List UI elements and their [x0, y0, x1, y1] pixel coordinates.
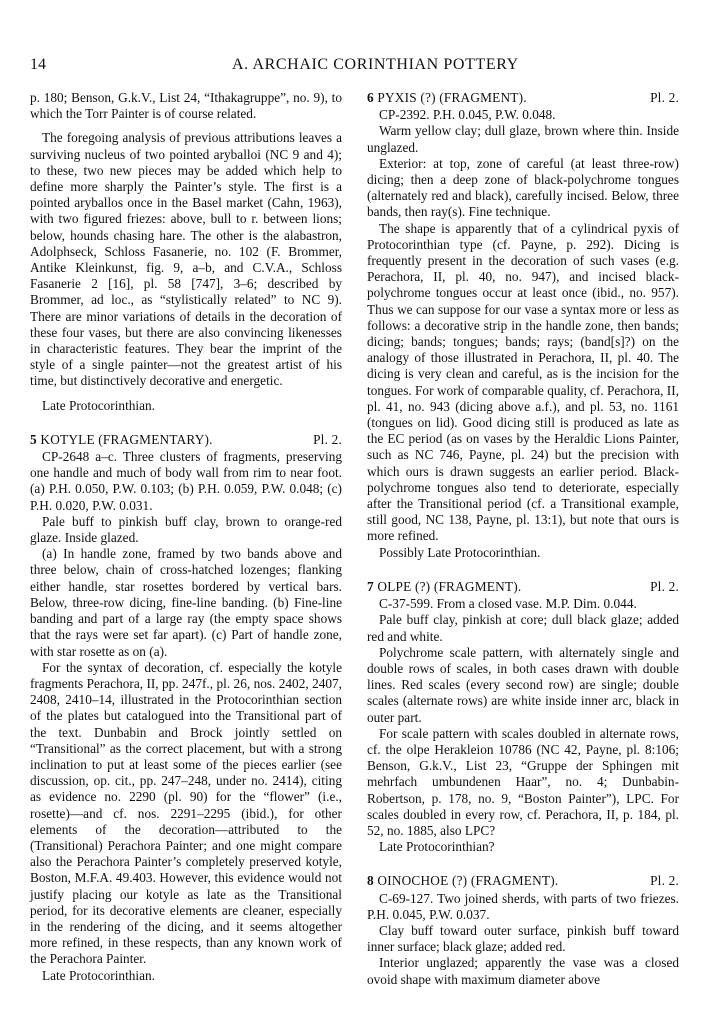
paragraph: Warm yellow clay; dull glaze, brown where thin. Inside unglazed. [367, 123, 679, 155]
paragraph: For the syntax of decoration, cf. especially the kotyle fragments Perachora, II, pp. 247f., pl. 26, nos. 2402, 2407, 2408, 2410–14, illustrated in the Protocorinthian section of the plates but catalogued into the Transitional part of the text. Dunbabin and Brock jointly settled on “Transitional” as the correct placement, but with a strong inclination to put at least some of the pieces earlier (see discussion, op. cit., pp. 247–248, under no. 2414), citing as evidence no. 2290 (pl. 90) for the “flower” (i.e., rosette)—and cf. nos. 2291–2295 (ibid.), for other elements of the decoration—attributed to the (Transitional) Perachora Painter; and one might compare also the Perachora Painter’s completely preserved kotyle, Boston, M.F.A. 49.403. However, this evidence would not justify placing our kotyle as late as the Transitional period, for its decorative elements are cleaner, especially in the rendering of the dicing, and it seems altogether more refined, in these respects, than any known work of the Perachora Painter. [30, 659, 342, 967]
paragraph: Exterior: at top, zone of careful (at least three-row) dicing; then a deep zone of black-polychrome tongues (alternately red and black), carefully incised. Below, three bands, then ray(s). Fine technique. [367, 155, 679, 220]
paragraph: Possibly Late Protocorinthian. [379, 544, 541, 560]
paragraph: C-37-599. From a closed vase. M.P. Dim. 0.044. [379, 596, 637, 612]
paragraph: The shape is apparently that of a cylindrical pyxis of Protocorinthian type (cf. Payne, p. 292). Dicing is frequently present in the decoration of such vases (e.g. Perachora, II, pl. 40, no. 947), and incised black-polychrome tongues occur at least once (ibid., no. 957). Thus we can suppose for our vase a syntax more or less as follows: a decorative strip in the handle zone, then bands; dicing; bands; tongues; bands; rays; (band[s]?) on the analogy of those illustrated in Perachora, II, pl. 40. The dicing is very clean and careful, as is the incision for the tongues. For work of comparable quality, cf. Perachora, II, pl. 41, no. 943 (dicing above a.f.), and pl. 53, no. 1161 (tongues on lid). Good dicing still is produced as late as the EC period (as on vases by the Heraldic Lions Painter, such as NC 746, Payne, pl. 24) but the precision with which ours is drawn suggests an earlier period. Black-polychrome tongues also tend to deteriorate, especially after the Transitional period (cf. a Transitional example, still good, NC 138, Payne, pl. 13:1), but note that ours is more refined. [367, 220, 679, 544]
entry-title: OINOCHOE (?) (FRAGMENT). [377, 873, 559, 889]
paragraph: Late Protocorinthian. [42, 397, 155, 413]
entry-number: 7 [367, 578, 374, 594]
page-number: 14 [30, 56, 46, 73]
paragraph: Clay buff toward outer surface, pinkish buff toward inner surface; black glaze; added red. [367, 922, 679, 955]
plate-reference: Pl. 2. [313, 431, 342, 447]
plate-reference: Pl. 2. [650, 90, 679, 105]
plate-reference: Pl. 2. [650, 578, 679, 594]
paragraph: The foregoing analysis of previous attributions leaves a surviving nucleus of two pointed aryballoi (NC 9 and 4); to these, two new pieces may be added which help to define more sharply the Painter’s style. The first is a pointed aryballos once in the Basel market (Cahn, 1963), with two figured friezes: above, bull to r. between lions; below, hounds chasing hare. The other is the alabastron, Adolphseck, Schloss Fasanerie, no. 102 (F. Brommer, Antike Kleinkunst, fig. 9, a–b, and C.V.A., Schloss Fasanerie 2 [16], pl. 58 [747], 3–6; described by Brommer, ad loc., as “stylistically related” to NC 9). There are minor variations of details in the decoration of these four vases, but there are also convincing likenesses in characteristic features. They bear the imprint of the style of a single painter—not the greatest artist of his time, but distinctively decorative and energetic. [30, 130, 342, 389]
entry-number: 5 [30, 431, 37, 447]
paragraph: Pale buff clay, pinkish at core; dull black glaze; added red and white. [367, 612, 679, 644]
paragraph: Polychrome scale pattern, with alternately single and double rows of scales, in both cases drawn with double lines. Red scales (every second row) are single; double scales (alternate rows) are white inside inner arc, black in outer part. [367, 644, 679, 725]
entry-heading [367, 873, 679, 889]
paragraph: For scale pattern with scales doubled in alternate rows, cf. the olpe Herakleion 10786 (NC 42, Payne, pl. 8:106; Benson, G.k.V., List 23, “Gruppe der Sphingen mit mehrfach umbundenen Haar”, no. 4; Dunbabin-Robertson, p. 178, no. 9, “Boston Painter”), LPC. For scales doubled in every row, cf. Perachora, II, p. 184, pl. 52, no. 1885, also LPC? [367, 725, 679, 838]
paragraph: CP-2648 a–c. Three clusters of fragments, preserving one handle and much of body wall from rim to near foot. (a) P.H. 0.050, P.W. 0.103; (b) P.H. 0.059, P.W. 0.048; (c) P.H. 0.020, P.W. 0.031. [30, 449, 342, 513]
entry-title: PYXIS (?) (FRAGMENT). [377, 90, 527, 105]
paragraph: (a) In handle zone, framed by two bands above and three below, chain of cross-hatched lozenges; flanking either handle, star rosettes bordered by vertical bars. Below, three-row dicing, fine-line banding. (b) Fine-line banding and part of a large ray (the empty space shows that the rays were set far apart). (c) Part of handle zone, with star rosette as on (a). [30, 546, 342, 659]
paragraph: p. 180; Benson, G.k.V., List 24, “Ithakagruppe”, no. 9), to which the Torr Painter is of course related. [30, 90, 342, 122]
entry-heading [367, 579, 679, 595]
entry-number: 8 [367, 873, 374, 889]
entry-title: OLPE (?) (FRAGMENT). [377, 578, 522, 594]
entry-number: 6 [367, 90, 374, 105]
paragraph: C-69-127. Two joined sherds, with parts of two friezes. P.H. 0.045, P.W. 0.037. [367, 890, 679, 922]
running-title: A. ARCHAIC CORINTHIAN POTTERY [232, 56, 519, 73]
paragraph: Pale buff to pinkish buff clay, brown to orange-red glaze. Inside glazed. [30, 513, 342, 546]
paragraph: CP-2392. P.H. 0.045, P.W. 0.048. [379, 107, 556, 123]
entry-title: KOTYLE (FRAGMENTARY). [40, 431, 213, 447]
paragraph: Late Protocorinthian? [379, 839, 495, 855]
left-column [30, 90, 342, 984]
entry-heading [30, 432, 342, 448]
entry-heading [367, 90, 679, 106]
paragraph: Late Protocorinthian. [42, 967, 155, 983]
paragraph: Interior unglazed; apparently the vase was a closed ovoid shape with maximum diameter above [367, 955, 679, 987]
right-column [367, 90, 679, 988]
plate-reference: Pl. 2. [650, 873, 679, 889]
